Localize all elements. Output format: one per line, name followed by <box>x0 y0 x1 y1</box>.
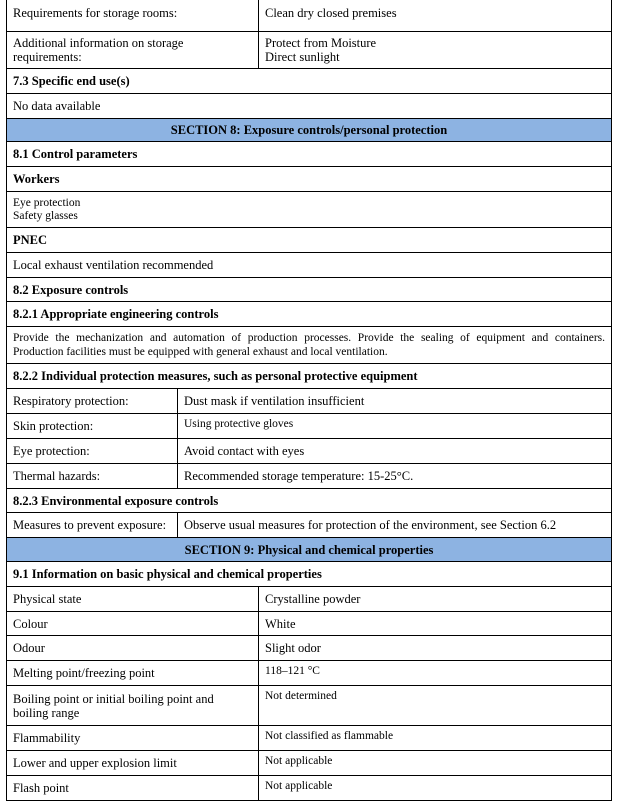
property-label: Flammability <box>7 726 259 751</box>
sds-document <box>6 0 611 801</box>
text-line: Safety glasses <box>13 209 78 222</box>
engineering-row <box>7 327 612 364</box>
subsection-heading: 9.1 Information on basic physical and chemical properties <box>7 562 612 587</box>
property-label: Melting point/freezing point <box>7 661 259 686</box>
pnec-row <box>7 253 612 278</box>
row-label: Skin protection: <box>7 414 178 439</box>
subsection-heading: 8.2 Exposure controls <box>7 278 612 302</box>
section-9-table <box>6 537 612 801</box>
engineering-heading-row <box>7 302 612 327</box>
subsection-heading: 8.2.3 Environmental exposure controls <box>7 489 612 513</box>
property-row <box>7 726 612 751</box>
pnec-heading-row <box>7 228 612 253</box>
row-value: Avoid contact with eyes <box>178 439 612 464</box>
section-title: SECTION 8: Exposure controls/personal protection <box>7 119 612 142</box>
end-use-heading-row <box>7 69 612 94</box>
subsection-heading: PNEC <box>7 228 612 253</box>
pnec-text: Local exhaust ventilation recommended <box>7 253 612 278</box>
value-line: Protect from Moisture <box>265 36 377 50</box>
storage-rooms-row <box>7 0 612 32</box>
environmental-heading-row <box>7 489 612 513</box>
row-value: Dust mask if ventilation insufficient <box>178 389 612 414</box>
property-value: Not applicable <box>259 776 612 801</box>
property-value: Slight odor <box>259 636 612 661</box>
property-value: Not classified as flammable <box>259 726 612 751</box>
property-label: Physical state <box>7 587 259 612</box>
row-value: Recommended storage temperature: 15-25°C. <box>178 464 612 489</box>
workers-text <box>7 192 612 228</box>
value-line: Direct sunlight <box>265 50 340 64</box>
storage-additional-row <box>7 32 612 69</box>
property-row <box>7 612 612 636</box>
environmental-row <box>7 513 612 538</box>
row-label: Additional information on storage requirements: <box>7 32 259 69</box>
subsection-heading: 7.3 Specific end use(s) <box>7 69 612 94</box>
ppe-row <box>7 439 612 464</box>
property-label: Colour <box>7 612 259 636</box>
property-label: Odour <box>7 636 259 661</box>
section-9-header <box>7 538 612 562</box>
row-label: Respiratory protection: <box>7 389 178 414</box>
info-heading-row <box>7 562 612 587</box>
property-row <box>7 636 612 661</box>
row-value: Observe usual measures for protection of the environment, see Section 6.2 <box>178 513 612 538</box>
section-8-header <box>7 119 612 142</box>
exposure-controls-row <box>7 278 612 302</box>
property-label: Flash point <box>7 776 259 801</box>
engineering-text: Provide the mechanization and automation of production processes. Provide the sealing of equipment and containers. Production facilities must be equipped with general exhaust and local ventilation. <box>7 327 612 364</box>
property-row <box>7 776 612 801</box>
row-label: Requirements for storage rooms: <box>7 0 259 32</box>
row-label: Measures to prevent exposure: <box>7 513 178 538</box>
workers-heading-row <box>7 167 612 192</box>
end-use-text: No data available <box>7 94 612 119</box>
property-value: 118–121 °C <box>259 661 612 686</box>
ppe-row <box>7 414 612 439</box>
property-row <box>7 686 612 726</box>
subsection-heading: 8.2.1 Appropriate engineering controls <box>7 302 612 327</box>
ppe-row <box>7 389 612 414</box>
text-line: Eye protection <box>13 196 81 209</box>
ppe-table <box>6 388 612 538</box>
property-row <box>7 661 612 686</box>
property-value: White <box>259 612 612 636</box>
row-label: Eye protection: <box>7 439 178 464</box>
workers-row <box>7 192 612 228</box>
property-value: Not applicable <box>259 751 612 776</box>
subsection-heading: 8.2.2 Individual protection measures, such as personal protective equipment <box>7 364 612 389</box>
property-label: Lower and upper explosion limit <box>7 751 259 776</box>
end-use-row <box>7 94 612 119</box>
subsection-heading: Workers <box>7 167 612 192</box>
control-params-row <box>7 142 612 167</box>
property-label: Boiling point or initial boiling point and boiling range <box>7 686 259 726</box>
property-value: Not determined <box>259 686 612 726</box>
sds-table <box>6 0 612 389</box>
row-value: Using protective gloves <box>178 414 612 439</box>
ppe-row <box>7 464 612 489</box>
row-value: Clean dry closed premises <box>259 0 612 32</box>
subsection-heading: 8.1 Control parameters <box>7 142 612 167</box>
section-title: SECTION 9: Physical and chemical properties <box>7 538 612 562</box>
property-row <box>7 751 612 776</box>
property-value: Crystalline powder <box>259 587 612 612</box>
row-label: Thermal hazards: <box>7 464 178 489</box>
row-value <box>259 32 612 69</box>
individual-heading-row <box>7 364 612 389</box>
property-row <box>7 587 612 612</box>
